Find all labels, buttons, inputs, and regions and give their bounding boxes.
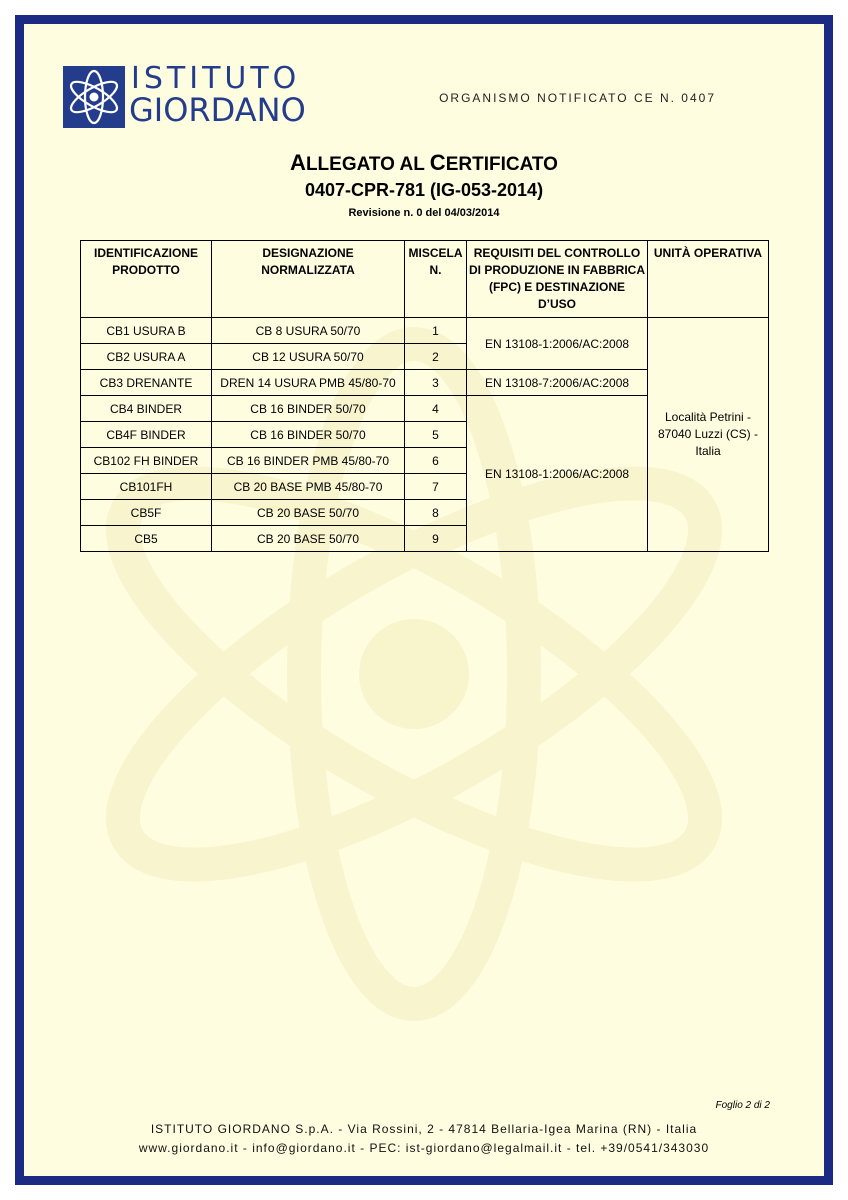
certificate-number: 0407-CPR-781 (IG-053-2014)	[304, 180, 544, 200]
designation: CB 12 USURA 50/70	[212, 344, 405, 370]
requirement-cell: EN 13108-7:2006/AC:2008	[467, 370, 648, 396]
revision-label: Revisione n. 0 del 04/03/2014	[348, 207, 500, 219]
designation: CB 8 USURA 50/70	[212, 318, 405, 344]
mix-number: 9	[405, 526, 467, 552]
mix-number: 3	[405, 370, 467, 396]
table-row	[81, 318, 769, 344]
designation: CB 20 BASE 50/70	[212, 526, 405, 552]
mix-number: 7	[405, 474, 467, 500]
product-id: CB3 DRENANTE	[81, 370, 212, 396]
mix-number: 6	[405, 448, 467, 474]
header-mix: MISCELA N.	[405, 241, 467, 318]
notified-body-label: ORGANISMO NOTIFICATO CE N. 0407	[439, 91, 716, 105]
requirement-cell: EN 13108-1:2006/AC:2008	[467, 318, 648, 370]
atom-logo-icon	[63, 66, 125, 128]
header-requirements: REQUISITI DEL CONTROLLO DI PRODUZIONE IN FABBRICA (FPC) E DESTINAZIONE D’USO	[467, 241, 648, 318]
designation: CB 20 BASE 50/70	[212, 500, 405, 526]
footer-address: ISTITUTO GIORDANO S.p.A. - Via Rossini, 2 - 47814 Bellaria-Igea Marina (RN) - Italia	[150, 1122, 698, 1136]
mix-number: 5	[405, 422, 467, 448]
product-id: CB4F BINDER	[81, 422, 212, 448]
header-product-id: IDENTIFICAZIONE PRODOTTO	[81, 241, 212, 318]
header-designation: DESIGNAZIONE NORMALIZZATA	[212, 241, 405, 318]
designation: CB 16 BINDER 50/70	[212, 396, 405, 422]
page	[15, 15, 833, 1185]
operative-unit: Località Petrini - 87040 Luzzi (CS) - Italia	[648, 318, 769, 552]
product-id: CB101FH	[81, 474, 212, 500]
header-unit: UNITÀ OPERATIVA	[648, 241, 769, 318]
mix-number: 4	[405, 396, 467, 422]
mix-number: 8	[405, 500, 467, 526]
product-id: CB2 USURA A	[81, 344, 212, 370]
page-number: Foglio 2 di 2	[715, 1100, 770, 1111]
mix-number: 2	[405, 344, 467, 370]
product-id: CB5	[81, 526, 212, 552]
designation: CB 20 BASE PMB 45/80-70	[212, 474, 405, 500]
product-id: CB102 FH BINDER	[81, 448, 212, 474]
designation: CB 16 BINDER 50/70	[212, 422, 405, 448]
logo-text-istituto: ISTITUTO	[131, 61, 301, 96]
footer-contacts: www.giordano.it - info@giordano.it - PEC: ist-giordano@legalmail.it - tel. +39/0541/343030	[138, 1141, 710, 1155]
product-table	[80, 240, 769, 552]
document-title: ALLEGATO AL CERTIFICATO	[290, 150, 558, 175]
product-id: CB4 BINDER	[81, 396, 212, 422]
product-id: CB5F	[81, 500, 212, 526]
mix-number: 1	[405, 318, 467, 344]
product-id: CB1 USURA B	[81, 318, 212, 344]
designation: DREN 14 USURA PMB 45/80-70	[212, 370, 405, 396]
designation: CB 16 BINDER PMB 45/80-70	[212, 448, 405, 474]
requirement-cell: EN 13108-1:2006/AC:2008	[467, 396, 648, 552]
logo-text-giordano: GIORDANO	[129, 91, 306, 129]
table-header-row	[81, 241, 769, 318]
